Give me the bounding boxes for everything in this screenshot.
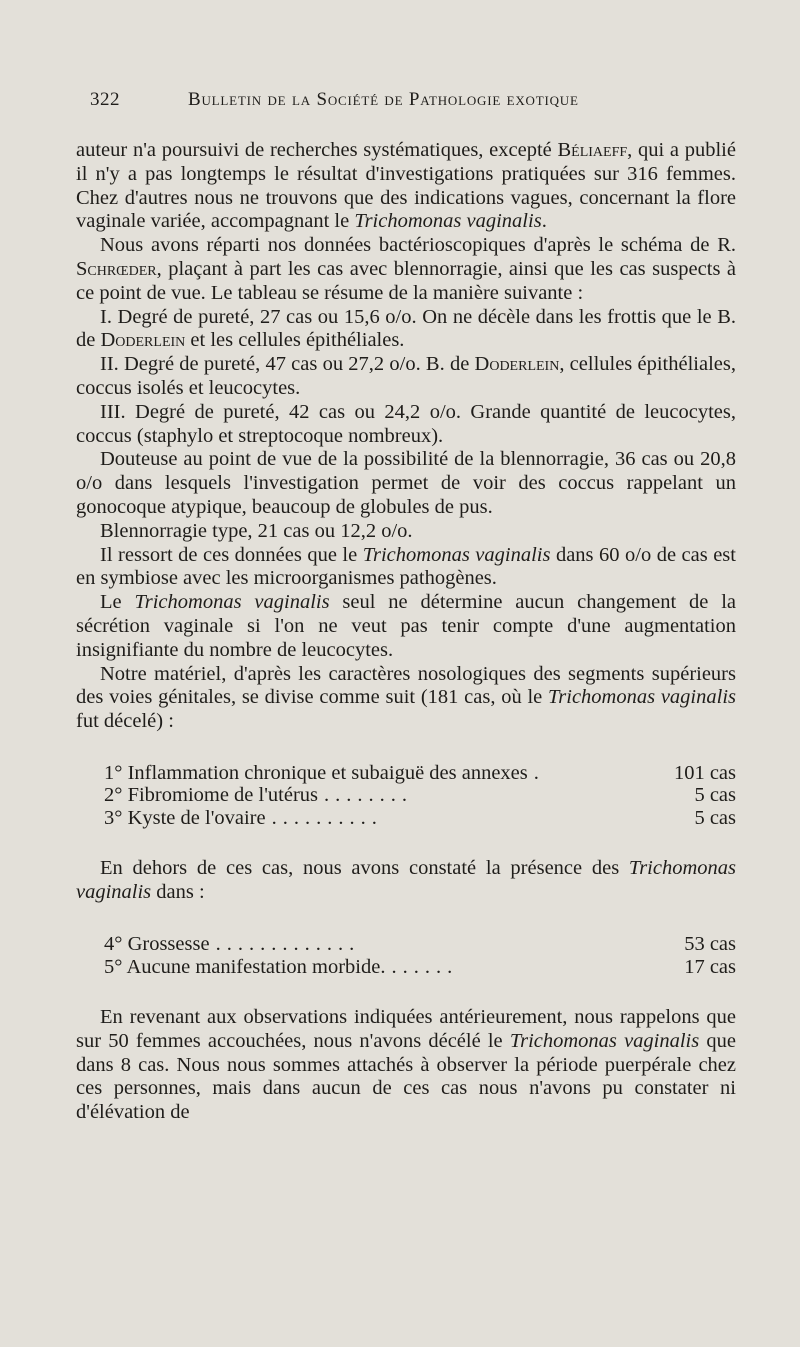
leader-dots: ........ xyxy=(324,784,414,807)
list-item xyxy=(76,933,736,956)
text-run: . xyxy=(541,210,547,233)
paragraph xyxy=(76,139,736,234)
paragraph xyxy=(76,306,736,354)
species-name: Trichomonas vaginalis xyxy=(509,1029,700,1052)
spacer xyxy=(76,829,736,857)
list-item-label: 4° Grossesse xyxy=(104,933,210,956)
species-name: Trichomonas vaginalis xyxy=(134,591,330,614)
list-item-count: 5 cas xyxy=(694,806,736,829)
spacer xyxy=(76,978,736,1006)
list-item-count: 17 cas xyxy=(684,955,736,978)
paragraph xyxy=(76,663,736,734)
list-item xyxy=(76,956,736,979)
list-item-count: 101 cas xyxy=(673,761,736,784)
list-item xyxy=(76,807,736,830)
list-item-count: 53 cas xyxy=(684,933,736,956)
diagnosis-list-1 xyxy=(76,762,736,830)
page-header xyxy=(90,89,740,119)
text-run: , qui a publié il n'y a pas longtemps le résultat d'investigations pratiquées sur 316 femmes. Chez d'autres nous ne trouvons que des indications vagues, concernant la flore vaginale variée, accompagnant le xyxy=(76,139,736,233)
text-run: dans 60 o/o de cas est en symbiose avec les microorganismes pathogènes. xyxy=(76,543,736,590)
paragraph: Blennorragie type, 21 cas ou 12,2 o/o. xyxy=(100,519,413,542)
text-run: Il ressort de ces données que le xyxy=(100,543,363,566)
species-name: Trichomonas vaginalis xyxy=(354,210,542,233)
text-run: II. Degré de pureté, 47 cas ou 27,2 o/o. B. de xyxy=(100,353,475,376)
species-name: Trichomonas vaginalis xyxy=(362,543,551,566)
paragraph xyxy=(76,234,736,305)
text-run: et les cellules épithéliales. xyxy=(185,329,405,352)
text-run: seul ne détermine aucun changement de la sécrétion vaginale si l'on ne veut pas tenir compte d'une augmentation insignifiante du nombre de leucocytes. xyxy=(76,591,736,661)
page-number: 322 xyxy=(90,89,120,110)
species-name: Trichomonas vaginalis xyxy=(76,857,736,904)
author-name: Doderlein xyxy=(474,353,560,376)
author-name: Schrœder xyxy=(76,257,157,280)
author-name: Béliaeff xyxy=(557,139,628,161)
list-item xyxy=(76,784,736,807)
text-run: , cellules épithéliales, coccus isolés et leucocytes. xyxy=(76,353,736,399)
diagnosis-list-2 xyxy=(76,933,736,978)
list-item-label: 1° Inflammation chronique et subaiguë des annexes xyxy=(104,761,528,784)
list-item xyxy=(76,762,736,785)
paragraph xyxy=(76,857,736,905)
spacer xyxy=(76,734,736,762)
leader-dots: .......... xyxy=(271,806,383,829)
list-item-label: 2° Fibromiome de l'utérus xyxy=(104,784,319,807)
author-name: Doderlein xyxy=(100,329,186,352)
list-item-label: 5° Aucune manifestation morbide. xyxy=(104,955,386,978)
text-run: auteur n'a poursuivi de recherches systématiques, excepté xyxy=(76,139,558,161)
text-run: fut décelé) : xyxy=(76,710,174,733)
text-run: Le xyxy=(100,591,135,614)
paragraph xyxy=(76,544,736,592)
list-item-count: 5 cas xyxy=(694,784,736,807)
spacer xyxy=(76,905,736,933)
species-name: Trichomonas vaginalis xyxy=(548,686,736,709)
running-title: Bulletin de la Société de Pathologie exotique xyxy=(188,89,579,110)
text-run: En revenant aux observations indiquées antérieurement, nous rappelons que sur 50 femmes accouchées, nous n'avons décélé le xyxy=(76,1006,736,1052)
text-run: , plaçant à part les cas avec blennorragie, ainsi que les cas suspects à ce point de vue. Le tableau se résume de la manière suivante : xyxy=(76,257,736,304)
body-text xyxy=(76,139,736,1125)
leader-dots: ............. xyxy=(215,933,361,956)
paragraph: Douteuse au point de vue de la possibilité de la blennorragie, 36 cas ou 20,8 o/o dans lesquels l'investigation permet de voir des coccus rappelant un gonocoque atypique, beaucoup de globules de pus. xyxy=(76,448,736,518)
paragraph: III. Degré de pureté, 42 cas ou 24,2 o/o. Grande quantité de leucocytes, coccus (staphylo et streptocoque nombreux). xyxy=(76,400,736,447)
text-run: En dehors de ces cas, nous avons constaté la présence des xyxy=(100,857,629,880)
text-run: Notre matériel, d'après les caractères nosologiques des segments supérieurs des voies génitales, se divise comme suit (181 cas, où le xyxy=(76,662,736,709)
paragraph xyxy=(76,353,736,401)
text-run: I. Degré de pureté, 27 cas ou 15,6 o/o. On ne décèle dans les frottis que le B. de xyxy=(76,305,736,352)
text-run: que dans 8 cas. Nous nous sommes attachés à observer la période puerpérale chez ces personnes, mais dans aucun de ces cas nous n'avons pu constater ni d'élévation de xyxy=(76,1029,736,1124)
paragraph xyxy=(76,1006,736,1125)
leader-dots: ...... xyxy=(391,955,459,978)
list-item-label: 3° Kyste de l'ovaire xyxy=(104,806,266,829)
leader-dots: . xyxy=(533,761,545,784)
text-run: Nous avons réparti nos données bactérioscopiques d'après le schéma de R. xyxy=(100,234,736,257)
paragraph xyxy=(76,591,736,662)
text-run: dans : xyxy=(151,881,205,904)
